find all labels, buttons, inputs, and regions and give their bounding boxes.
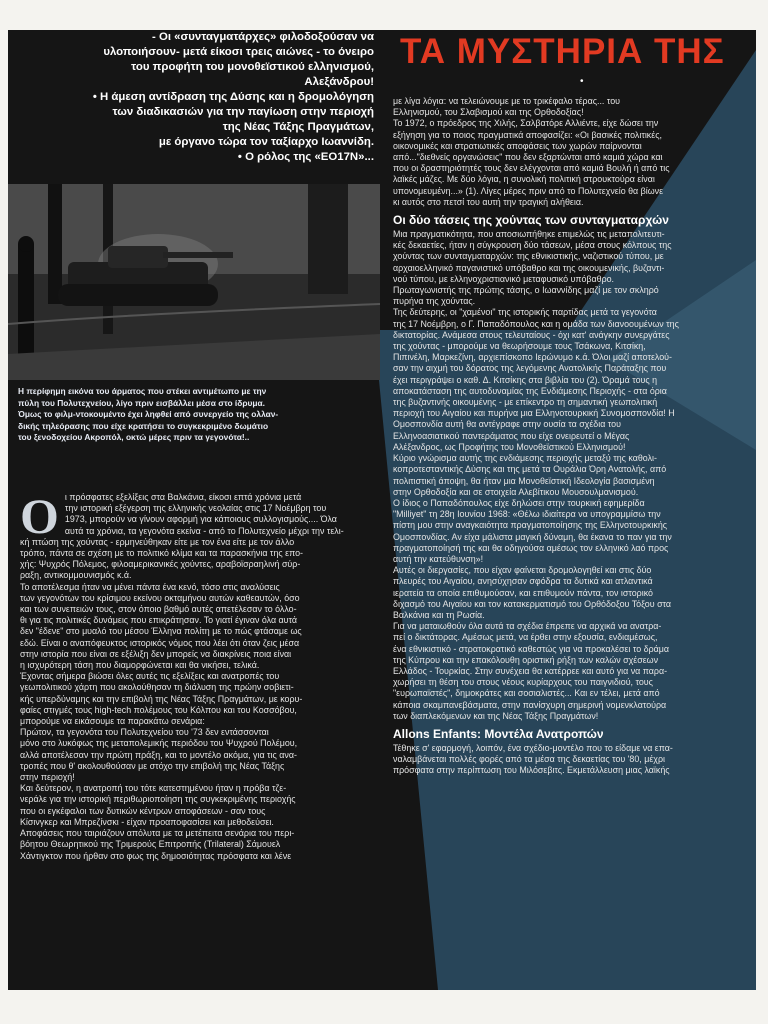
- text-line: κοπροτεσταντικής Δύσης και της μετά τα Ουράλια Όρη Ανατολής, από: [393, 464, 667, 475]
- right-body-text: [393, 96, 749, 777]
- text-line: ιερατεία τα οποία επιθυμούσαν, και επιθυμούν πάντα, τον ιστορικό: [393, 587, 653, 598]
- text-line: εξήγηση για το ποιος πραγματικά αποφασίζει: «Οι βασικές πολιτικές,: [393, 129, 662, 140]
- text-line: μπορούμε να εικάσουμε τα παρακάτω σενάρια:: [20, 716, 205, 727]
- text-line: αποκατάσταση της αυτοδυναμίας της Ενδιάμεσης Περιοχής - στα όρια: [393, 385, 667, 396]
- text-line: Ομοσπονδίας. Αν είχα μάλιστα μαγική δύναμη, θα έκανα το παν για την: [393, 531, 672, 542]
- text-line: Ελληνοασιατικού παντεράματος που είχε ονειρευτεί ο Μέγας: [393, 430, 630, 441]
- tank-photo-illustration: [8, 184, 380, 380]
- article-title: ΤΑ ΜΥΣΤΗΡΙΑ ΤΗΣ: [400, 32, 725, 71]
- text-line: Το 1972, ο πρόεδρος της Χιλής, Σαλβατόρε Αλλιέντε, είχε δώσει την: [393, 118, 659, 129]
- text-line: Της δεύτερης, οι "χαμένοι" της ιστορικής παρτίδας μετά τα γεγονότα: [393, 307, 657, 318]
- text-line: πεί ο δικτάτορας. Αμέσως μετά, να έρθει στην εξουσία, ενδιαμέσως,: [393, 632, 658, 643]
- bullet-line: του προφήτη του μονοθεϊστικού ελληνισμού,: [131, 61, 374, 73]
- text-line: Ελληνισμού, του Σλαβισμού και της Ορθοδοξίας!: [393, 107, 584, 118]
- text-line: Πρωταγωνιστής της πρώτης τάσης, ο Ιωαννίδης μαζί με τον σκληρό: [393, 285, 659, 296]
- text-line: Κίσινγκερ και Μπρεζίνσκι - είχαν προαποφασίσει και μεθοδεύσει.: [20, 816, 274, 827]
- text-line: Αυτές οι διεργασίες, που είχαν φαίνεται δρομολογηθεί και στις δύο: [393, 565, 652, 576]
- text-line: που οι εγκέφαλοι των δυτικών κέντρων αποφάσεων - σαν τους: [20, 805, 266, 816]
- text-line: πολιτιστική άποψη, θα ήταν μια Μονοθεϊστική Ιδεολογία βασισμένη: [393, 475, 655, 486]
- text-line: Το αποτέλεσμα ήταν να μένει πάντα ένα κενό, τόσο στις αναλύσεις: [20, 581, 280, 592]
- text-line: Έχοντας σήμερα βιώσει όλες αυτές τις εξελίξεις και ανατροπές του: [20, 671, 280, 682]
- bullet-line: της Νέας Τάξης Πραγμάτων,: [222, 121, 374, 133]
- left-body-lines: [20, 488, 375, 862]
- text-line: στην Ορθοδοξία και σε στοιχεία Αλεβίτικου Μουσουλμανισμού.: [393, 486, 639, 497]
- text-line: που οι δραστηριότητές τους δεν ελέγχονται από καμιά Βουλή ή από τις: [393, 163, 670, 174]
- text-line: κής υπερδύναμης και την επιβολή της Νέας Τάξης Πραγμάτων, με κορυ-: [20, 693, 303, 704]
- text-line: Αλέξανδρος, ως Προφήτης του Μονοθεϊστικού Ελληνισμού!: [393, 441, 626, 452]
- text-line: φαίες στιγμές τους high-tech πολέμους του Κόλπου και του Κοσσόβου,: [20, 704, 297, 715]
- text-line: στην ιστορία που είναι σε εξέλιξη δεν μπορείς να διακρίνεις ποια είναι: [20, 648, 292, 659]
- text-line: πίστη μου στην αναγκαιότητα πραγματοποίησης της Ελληνοτουρκικής: [393, 520, 668, 531]
- bullet-line: - Οι «συνταγματάρχες» φιλοδοξούσαν να: [152, 31, 374, 43]
- text-line: τροπές που θ' ακολουθούσαν με στόχο την επιβολή της Νέας Τάξης: [20, 760, 285, 771]
- text-line: οικονομικές και στρατιωτικές αποφάσεις των χωρών παίρνονται: [393, 140, 642, 151]
- text-line: περιοχή του Αιγαίου και πυρήνα μια Ελληνοτουρκική Συνομοσπονδία! Η: [393, 408, 675, 419]
- text-line: πρόσφατα στην περίπτωση του Μιλόσεβιτς. Εκμετάλλευση μιας λαϊκής: [393, 765, 670, 776]
- bullet-line: • Η άμεση αντίδραση της Δύσης και η δρομολόγηση: [92, 91, 374, 103]
- text-line: στην περιοχή!: [20, 772, 75, 783]
- bullet-dot-mark: •: [580, 76, 584, 87]
- caption-line: του ξενοδοχείου Ακροπόλ, οκτώ μέρες πριν τα γεγονότα!..: [18, 432, 250, 443]
- bullet-summary: [22, 30, 374, 165]
- text-line: πλευρές του Αιγαίου, ανησύχησαν σφόδρα τα δυτικά και ατλαντικά: [393, 576, 653, 587]
- text-line: των γεγονότων του κρίσιμου εκείνου οκταμήνου αυτών καθεαυτών, όσο: [20, 592, 300, 603]
- text-line: Κύριο γνώρισμα αυτής της ενδιάμεσης περιοχής μεταξύ της καθολι-: [393, 453, 657, 464]
- text-line: νεράλε για την ιστορική περιθωριοποίηση της συγκεκριμένης περιοχής: [20, 794, 296, 805]
- subheading-allons-enfants: Allons Enfants: Μοντέλα Ανατροπών: [393, 726, 604, 741]
- text-line: Και δεύτερον, η ανατροπή του τότε κατεστημένου ήταν η πρόβα τζε-: [20, 783, 287, 794]
- caption-line: Όμως το φιλμ-ντοκουμέντο έχει ληφθεί από συνεργείο της ολλαν-: [18, 409, 279, 420]
- text-line: εδώ. Είναι ο αναπόφευκτος ιστορικός νόμος που λέει ότι όταν ζεις μέσα: [20, 637, 300, 648]
- caption-line: δικής τηλεόρασης που είχε κρατήσει το συγκεκριμένο δωμάτιο: [18, 420, 269, 431]
- text-line: Βαλκάνια και τη Ρωσία.: [393, 609, 485, 620]
- tank-photo: [8, 184, 380, 380]
- text-line: νού τύπου, με ελληνοχριστιανικό μεταφυσικό υπόβαθρο.: [393, 273, 615, 284]
- bullet-line: • Ο ρόλος της «ΕΟ17Ν»...: [237, 151, 374, 163]
- text-line: κές δεκαετίες, ήταν η σύγκρουση δύο τάσεων, μέσα στους κόλπους της: [393, 240, 672, 251]
- text-line: Μια πραγματικότητα, που αποσιωπήθηκε επιμελώς τις μεταπολιτευτι-: [393, 229, 665, 240]
- text-line: κή πτώση της χούντας - ερμηνεύθηκαν είτε με τον ένα είτε με τον άλλο: [20, 536, 295, 547]
- left-body-text: [20, 488, 375, 862]
- text-line: της Κύπρου και την επακόλουθη οριστική ρήξη των καλών σχέσεων: [393, 654, 659, 665]
- right-body-lines-3: [393, 743, 749, 777]
- text-line: κι αυτός στο πετσί του αυτή την τραγική αλήθεια.: [393, 196, 584, 207]
- text-line: αλλά αποτέλεσαν την πρώτη πράξη, και το μοντέλο ακόμα, για τις ανα-: [20, 749, 297, 760]
- text-line: πραγματοποίησή της και θα οδηγούσα αμέσως τον ελληνικό λαό προς: [393, 542, 669, 553]
- text-line: Αποφάσεις που ταιριάζουν απόλυτα με τα μετέπειτα σενάρια του περι-: [20, 828, 295, 839]
- text-line: αρχαιοελληνικό παγανιστικό υπόβαθρο και της οικουμενικής, βυζαντι-: [393, 262, 665, 273]
- text-line: ναλαμβάνεται πολλές φορές από τα μέσα της δεκαετίας του '80, μέχρι: [393, 754, 665, 765]
- text-line: μόνο στο λυκόφως της μεταπολεμικής περιόδου του Ψυχρού Πολέμου,: [20, 738, 298, 749]
- drop-cap: Ο: [20, 488, 59, 544]
- text-line: την ιστορική εξέγερση της ελληνικής νεολαίας στις 17 Νοέμβρη του: [64, 503, 327, 514]
- text-line: αυτή την κατεύθυνση»!: [393, 553, 484, 564]
- left-column: [8, 30, 388, 990]
- bullet-line: υλοποιήσουν- μετά είκοσι τρεις αιώνες - το όνειρο: [103, 46, 374, 58]
- text-line: και των συνεπειών τους, στον όποιο βαθμό αυτές απετέλεσαν το όλλο-: [20, 604, 297, 615]
- text-line: από..."διεθνείς οργανώσεις" που δεν εξαρτώνται από καμιά χώρα και: [393, 152, 663, 163]
- text-line: λαϊκές μάζες. Με δύο λόγια, η συνολική πολιτική στρουκτούρα είναι: [393, 174, 655, 185]
- text-line: Για να ματαιωθούν όλα αυτά τα σχέδια έπρεπε να αρχικά να ανατρα-: [393, 621, 662, 632]
- bullet-line: Αλεξάνδρου!: [304, 76, 374, 88]
- text-line: πυρήνα της χούντας.: [393, 296, 476, 307]
- text-line: Πρώτον, τα γεγονότα του Πολυτεχνείου του '73 δεν εντάσσονται: [20, 727, 269, 738]
- caption-line: πύλη του Πολυτεχνείου, λίγο πριν εισβάλλει μέσα στο ίδρυμα.: [18, 397, 265, 408]
- text-line: ραξη, αντικομμουνισμός κ.ά.: [20, 570, 132, 581]
- text-line: των διαπλεκόμενων και της Νέας Τάξης Πραγμάτων!: [393, 710, 599, 721]
- text-line: η ισχυρότερη τάση που διαμορφώνεται και θα νικήσει, τελικά.: [20, 660, 260, 671]
- text-line: σαν την αιχμή του δόρατος της λεγόμενης Ανατολικής Παράταξης που: [393, 363, 667, 374]
- text-line: της χούντας - μπορούμε να θεωρήσουμε τους Τσάκωνα, Κιτσίκη,: [393, 341, 646, 352]
- right-body-lines-2: [393, 229, 749, 722]
- text-line: γεωπολιτικού χάρτη που ακολούθησαν τη διάλυση της πρώην σοβιετι-: [20, 682, 294, 693]
- text-line: "Milliyet" τη 28η Ιουνίου 1968: «Θέλω ιδιαίτερα να υπογραμμίσω την: [393, 509, 661, 520]
- text-line: κάποια σκαμπανεβάσματα, στην πανίσχυρη σημερινή νομενκλατούρα: [393, 699, 667, 710]
- text-line: ένα εθνικιστικό - στρατοκρατικό καθεστώς για να προκαλέσει το δράμα: [393, 643, 670, 654]
- text-line: αυτά τα χρόνια, τα γεγονότα εκείνα - από το Πολυτεχνείο μέχρι την τελι-: [64, 525, 344, 536]
- text-line: δεν "έδενε" στο μυαλό του μέσου Έλληνα πολίτη με το πώς φτάσαμε ως: [20, 626, 302, 637]
- subheading-two-tendencies: Οι δύο τάσεις της χούντας των συνταγματαρχών: [393, 213, 669, 228]
- text-line: ι πρόσφατες εξελίξεις στα Βαλκάνια, είκοσι επτά χρόνια μετά: [64, 492, 302, 502]
- right-body-lines-1: [393, 96, 749, 208]
- text-line: χούντας των συνταγματαρχών: της εθνικιστικής, ναζιστικού τύπου, με: [393, 251, 664, 262]
- caption-line: Η περίφημη εικόνα του άρματος που στέκει αντιμέτωπο με την: [18, 386, 267, 396]
- text-line: χής: Ψυχρός Πόλεμος, φιλοαμερικανικές χούντες, αραβοϊσραηλινή σύρ-: [20, 559, 301, 570]
- text-line: της 17 Νοέμβρη, ο Γ. Παπαδόπουλος και η ομάδα των διανοουμένων της: [393, 318, 679, 329]
- right-column: [393, 30, 756, 990]
- text-line: χωρήσει τη θέση του στους νέους κυρίαρχους του παιγνιδιού, τους: [393, 677, 653, 688]
- text-line: Τέθηκε σ' εφαρμογή, λοιπόν, ένα σχέδιο-μοντέλο που το είδαμε να επα-: [393, 742, 673, 753]
- text-line: με λίγα λόγια: να τελειώνουμε με το τρικέφαλο τέρας... του: [393, 96, 621, 106]
- bullet-line: με όργανο τώρα τον ταξίαρχο Ιωαννίδη.: [158, 136, 374, 148]
- text-line: υπονομευμένη...» (1). Λίγες μέρες πριν από το Πολυτεχνείο θα βίωνε: [393, 185, 664, 196]
- bullet-line: των διαδικασιών για την παγίωση στην περιοχή: [112, 106, 374, 118]
- text-line: δικτατορίας. Ανάμεσα στους τελευταίους - όχι κατ' ανάγκην συνεργάτες: [393, 329, 670, 340]
- text-line: Χάντιγκτον που ήρθαν στο φως της δημοσιότητας πρόσφατα και λένε: [20, 850, 292, 861]
- photo-caption: [18, 386, 374, 444]
- text-line: Ο ίδιος ο Παπαδόπουλος είχε δηλώσει στην τουρκική εφημερίδα: [393, 497, 645, 508]
- text-line: 1973, μπορούν να γίνουν αφορμή για κάποιους συλλογισμούς.... Όλα: [64, 514, 337, 525]
- text-line: διχασμό του Αιγαίου και τον κατακερματισμό του Ορθόδοξου Τόξου στα: [393, 598, 672, 609]
- text-line: έχει περιγράψει ο καθ. Δ. Κιτσίκης στα βιβλία του (2). Όραμά τους η: [393, 374, 658, 385]
- magazine-page: [8, 30, 756, 990]
- text-line: τρόπο, πάντα σε σχέση με το πολιτικό κλίμα και τα παρασκήνια της επο-: [20, 548, 303, 559]
- text-line: Πιπινέλη, Μαρκεζίνη, αρχιεπίσκοπο Ιερώνυμο κ.ά. Όλοι μαζί αποτελού-: [393, 352, 672, 363]
- text-line: βόητου Θεωρητικού της Τριμερούς Επιτροπής (Trilateral) Σάμουελ: [20, 839, 281, 850]
- text-line: Ελλάδος - Τουρκίας. Στην συνέχεια θα κατέρρεε και αυτό για να παρα-: [393, 665, 668, 676]
- text-line: "ευρωπαϊστές", δημοκράτες και σοσιαλιστές... Και εν τέλει, μετά από: [393, 688, 660, 699]
- text-line: θι για τις πολιτικές δυνάμεις που επικράτησαν. Το γιατί έγιναν όλα αυτά: [20, 615, 298, 626]
- text-line: της βυζαντινής οικουμένης - με επίκεντρο τη σημαντική γεωπολιτική: [393, 397, 658, 408]
- text-line: Ομοσπονδία αυτή θα αντέγραφε στην ουσία τα σχέδια του: [393, 419, 621, 430]
